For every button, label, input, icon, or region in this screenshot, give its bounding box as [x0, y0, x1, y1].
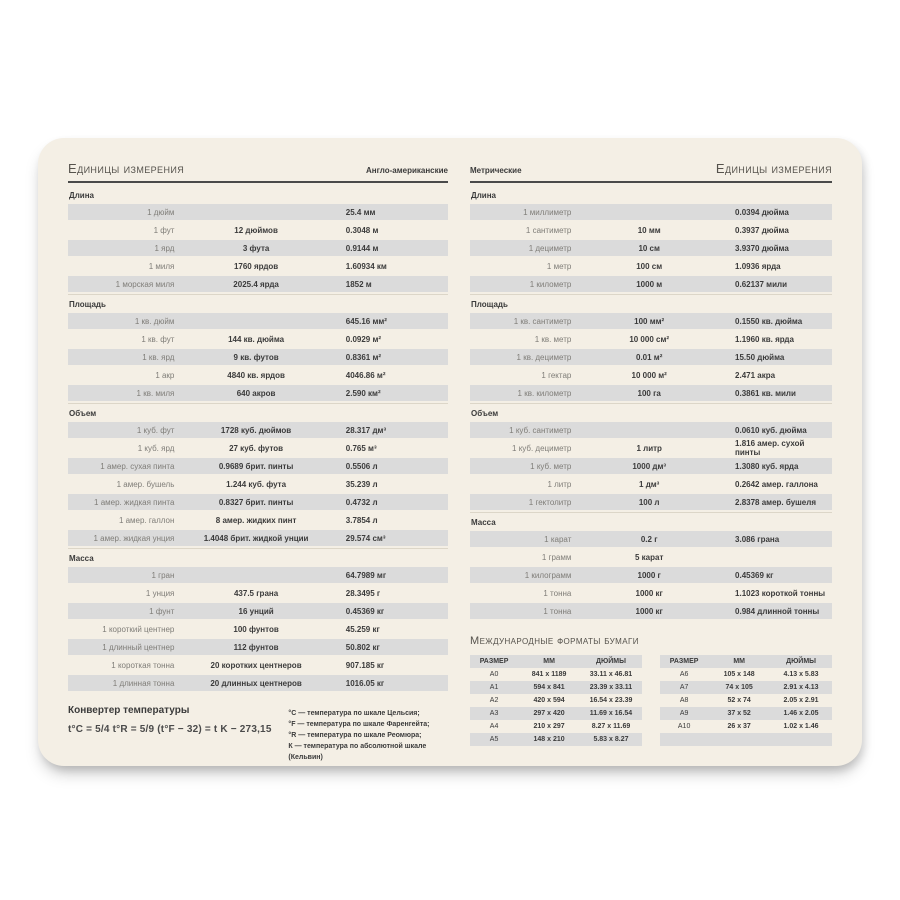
cell-equivalent: 100 мм² — [634, 316, 665, 326]
cell-unit: 1 дюйм — [147, 207, 175, 217]
left-unit-tables — [68, 186, 448, 691]
temperature-legend-line: К — температура по абсолютной шкале (Кельвин) — [288, 743, 427, 761]
table-row — [68, 240, 448, 256]
cell-unit: 1 куб. ярд — [137, 443, 175, 453]
paper-col-size: РАЗМЕР — [669, 658, 699, 665]
unit-section — [470, 512, 832, 619]
cell-equivalent: 8 амер. жидких пинт — [215, 515, 297, 525]
cell-equivalent: 10 000 см² — [629, 334, 670, 344]
table-row — [470, 422, 832, 438]
header-rule — [68, 181, 448, 183]
temperature-legend-line: °F — температура по шкале Фаренгейта; — [288, 721, 430, 728]
cell-equivalent: 1000 кг — [635, 588, 663, 598]
cell-value: 0.3937 дюйма — [735, 225, 789, 235]
cell-value: 0.9144 м — [345, 243, 379, 253]
cell-unit: 1 тонна — [543, 606, 572, 616]
cell-unit: 1 миля — [148, 261, 175, 271]
paper-size: A6 — [679, 671, 689, 678]
cell-value: 28.317 дм³ — [345, 425, 387, 435]
table-row — [68, 222, 448, 238]
cell-unit: 1 унция — [145, 588, 175, 598]
cell-value: 3.086 грана — [735, 534, 780, 544]
paper-row — [470, 668, 642, 681]
table-row — [470, 204, 832, 220]
paper-mm: 26 х 37 — [727, 723, 751, 730]
cell-equivalent: 100 л — [638, 497, 660, 507]
cell-unit: 1 куб. сантиметр — [509, 425, 572, 435]
cell-value: 907.185 кг — [345, 660, 385, 670]
table-row — [68, 657, 448, 673]
paper-mm: 148 х 210 — [533, 736, 565, 743]
section-title: Площадь — [471, 300, 508, 309]
temperature-legend — [288, 708, 448, 763]
paper-row — [660, 720, 832, 733]
cell-value: 0.1550 кв. дюйма — [735, 316, 803, 326]
table-row — [68, 675, 448, 691]
section-title: Масса — [471, 518, 496, 527]
paper-size: A10 — [677, 723, 691, 730]
cell-equivalent: 0.9689 брит. пинты — [218, 461, 294, 471]
cell-equivalent: 27 куб. футов — [229, 443, 284, 453]
cell-value: 0.0394 дюйма — [735, 207, 789, 217]
cell-value: 35.239 л — [345, 479, 378, 489]
cell-equivalent: 144 кв. дюйма — [228, 334, 285, 344]
cell-unit: 1 куб. дециметр — [512, 443, 572, 453]
cell-equivalent: 1000 м — [636, 279, 663, 289]
table-row — [470, 476, 832, 492]
paper-inches: 5.83 х 8.27 — [593, 736, 629, 743]
section-title: Длина — [471, 191, 496, 200]
cell-value: 1.816 амер. сухой пинты — [735, 439, 805, 457]
cell-unit: 1 амер. галлон — [118, 515, 175, 525]
cell-value: 0.3861 кв. мили — [735, 388, 796, 398]
cell-unit: 1 фунт — [149, 606, 175, 616]
cell-unit: 1 длинная тонна — [112, 678, 175, 688]
paper-inches: 16.54 х 23.39 — [589, 697, 633, 704]
paper-size: A7 — [679, 684, 689, 691]
paper-col-mm: ММ — [543, 658, 555, 665]
paper-formats-title: Международные форматы бумаги — [470, 635, 639, 647]
cell-value: 28.3495 г — [345, 588, 381, 598]
cell-equivalent: 100 см — [636, 261, 663, 271]
paper-row — [660, 668, 832, 681]
paper-row — [470, 707, 642, 720]
table-row — [68, 567, 448, 583]
cell-equivalent: 16 унций — [238, 606, 274, 616]
paper-inches: 11.69 х 16.54 — [589, 710, 633, 717]
table-row — [68, 603, 448, 619]
cell-value: 0.8361 м² — [345, 352, 382, 362]
temperature-legend-line: °R — температура по шкале Реомюра; — [288, 732, 422, 739]
cell-value: 0.62137 мили — [735, 279, 787, 289]
paper-row — [660, 681, 832, 694]
cell-unit: 1 гектар — [541, 370, 572, 380]
cell-value: 0.45369 кг — [345, 606, 385, 616]
cell-unit: 1 гран — [151, 570, 175, 580]
paper-inches: 2.05 х 2.91 — [783, 697, 819, 704]
table-row — [68, 422, 448, 438]
unit-section — [68, 186, 448, 292]
table-row — [470, 313, 832, 329]
table-row — [470, 440, 832, 456]
cell-unit: 1 длинный центнер — [102, 642, 175, 652]
cell-unit: 1 амер. сухая пинта — [100, 461, 175, 471]
temperature-legend-line: °C — температура по шкале Цельсия; — [288, 710, 420, 717]
cell-equivalent: 1.4048 брит. жидкой унции — [203, 533, 309, 543]
cell-unit: 1 метр — [546, 261, 572, 271]
cell-unit: 1 амер. бушель — [116, 479, 175, 489]
cell-unit: 1 амер. жидкая унция — [93, 533, 175, 543]
cell-equivalent: 5 карат — [634, 552, 664, 562]
cell-value: 2.471 акра — [735, 370, 776, 380]
table-row — [68, 385, 448, 401]
paper-mm: 841 х 1189 — [531, 671, 567, 678]
cell-equivalent: 10 см — [638, 243, 660, 253]
cell-unit: 1 акр — [155, 370, 175, 380]
paper-inches: 4.13 х 5.83 — [783, 671, 819, 678]
paper-mm: 594 х 841 — [533, 684, 565, 691]
table-row — [470, 385, 832, 401]
cell-unit: 1 дециметр — [528, 243, 572, 253]
cell-value: 1.60934 км — [345, 261, 387, 271]
cell-value: 4046.86 м² — [345, 370, 386, 380]
paper-mm: 210 х 297 — [533, 723, 565, 730]
unit-section — [470, 186, 832, 292]
table-row — [470, 331, 832, 347]
cell-equivalent: 1760 ярдов — [233, 261, 279, 271]
paper-size: A8 — [679, 697, 689, 704]
temperature-converter-main — [68, 705, 288, 763]
header-rule — [470, 181, 832, 183]
cell-unit: 1 кв. дюйм — [134, 316, 175, 326]
paper-row — [470, 733, 642, 746]
table-row — [68, 440, 448, 456]
cell-value: 1.3080 куб. ярда — [735, 461, 799, 471]
cell-equivalent: 1728 куб. дюймов — [220, 425, 292, 435]
table-row — [68, 349, 448, 365]
section-title: Масса — [69, 554, 94, 563]
section-title: Площадь — [69, 300, 106, 309]
paper-inches: 1.02 х 1.46 — [783, 723, 819, 730]
paper-col-size: РАЗМЕР — [479, 658, 509, 665]
table-row — [68, 639, 448, 655]
cell-unit: 1 кв. ярд — [142, 352, 175, 362]
paper-mm: 74 х 105 — [725, 684, 753, 691]
paper-mm: 420 х 594 — [533, 697, 565, 704]
paper-mm: 105 х 148 — [723, 671, 755, 678]
temperature-converter — [68, 705, 448, 763]
cell-value: 1.0936 ярда — [735, 261, 781, 271]
paper-size: A1 — [489, 684, 499, 691]
cell-unit: 1 гектолитр — [528, 497, 572, 507]
table-row — [68, 313, 448, 329]
cell-unit: 1 кв. сантиметр — [513, 316, 572, 326]
paper-inches: 23.39 х 33.11 — [589, 684, 633, 691]
table-row — [470, 367, 832, 383]
paper-size: A9 — [679, 710, 689, 717]
cell-equivalent: 20 коротких центнеров — [210, 660, 302, 670]
cell-unit: 1 короткая тонна — [111, 660, 175, 670]
table-row — [470, 549, 832, 565]
cell-equivalent: 1.244 куб. фута — [226, 479, 287, 489]
cell-equivalent: 1000 кг — [635, 606, 663, 616]
paper-header-row — [470, 655, 642, 668]
cell-value: 1016.05 кг — [345, 678, 385, 688]
cell-equivalent: 0.8327 брит. пинты — [218, 497, 294, 507]
paper-formats — [470, 635, 832, 746]
cell-equivalent: 1 литр — [636, 443, 662, 453]
cell-value: 0.0929 м² — [345, 334, 382, 344]
cell-equivalent: 3 фута — [242, 243, 270, 253]
unit-section — [68, 294, 448, 401]
paper-mm: 52 х 74 — [727, 697, 751, 704]
table-row — [68, 258, 448, 274]
cell-equivalent: 1 дм³ — [639, 479, 660, 489]
table-row — [68, 585, 448, 601]
paper-row — [660, 694, 832, 707]
cell-unit: 1 километр — [529, 279, 572, 289]
unit-section — [470, 403, 832, 510]
paper-inches: 8.27 х 11.69 — [591, 723, 631, 730]
cell-unit: 1 фут — [153, 225, 175, 235]
table-row — [470, 349, 832, 365]
cell-value: 25.4 мм — [345, 207, 376, 217]
cell-equivalent: 12 дюймов — [234, 225, 278, 235]
cell-unit: 1 миллиметр — [523, 207, 572, 217]
paper-size: A5 — [489, 736, 499, 743]
cell-value: 1.1960 кв. ярда — [735, 334, 794, 344]
cell-value: 0.45369 кг — [735, 570, 774, 580]
cell-equivalent: 100 фунтов — [233, 624, 279, 634]
cell-value: 45.259 кг — [345, 624, 380, 634]
paper-table-a6-a10 — [660, 655, 832, 746]
cell-unit: 1 тонна — [543, 588, 572, 598]
cell-value: 64.7989 мг — [345, 570, 387, 580]
cell-unit: 1 куб. метр — [530, 461, 572, 471]
table-row — [470, 585, 832, 601]
right-unit-tables — [470, 186, 832, 619]
paper-col-inches: ДЮЙМЫ — [786, 658, 816, 665]
cell-equivalent: 10 000 м² — [631, 370, 667, 380]
cell-unit: 1 амер. жидкая пинта — [94, 497, 175, 507]
cell-equivalent: 437.5 грана — [233, 588, 279, 598]
cell-unit: 1 кв. дециметр — [516, 352, 572, 362]
paper-size: A3 — [489, 710, 499, 717]
paper-col-inches: ДЮЙМЫ — [596, 658, 626, 665]
paper-mm: 37 х 52 — [727, 710, 751, 717]
page-subtitle: Англо-американские — [366, 166, 448, 175]
section-title: Объем — [69, 409, 97, 418]
cell-unit: 1 грамм — [541, 552, 572, 562]
cell-equivalent: 640 акров — [236, 388, 276, 398]
cell-value: 0.984 длинной тонны — [735, 606, 820, 616]
table-row — [470, 494, 832, 510]
paper-size: A2 — [489, 697, 499, 704]
table-row — [470, 222, 832, 238]
table-row — [470, 603, 832, 619]
table-row — [470, 531, 832, 547]
cell-equivalent: 2025.4 ярда — [233, 279, 279, 289]
cell-value: 2.8378 амер. бушеля — [735, 497, 817, 507]
paper-row — [660, 707, 832, 720]
table-row — [470, 240, 832, 256]
page-subtitle: Метрические — [470, 166, 522, 175]
cell-equivalent: 112 фунтов — [233, 642, 279, 652]
notebook-page — [38, 138, 862, 766]
left-page-header — [68, 158, 448, 176]
table-row — [68, 621, 448, 637]
table-row — [68, 476, 448, 492]
cell-equivalent: 9 кв. футов — [233, 352, 279, 362]
cell-value: 3.7854 л — [345, 515, 378, 525]
cell-equivalent: 0.2 г — [640, 534, 658, 544]
table-row — [68, 530, 448, 546]
unit-section — [68, 403, 448, 546]
paper-inches: 33.11 х 46.81 — [589, 671, 633, 678]
table-row — [68, 512, 448, 528]
paper-inches: 2.91 х 4.13 — [783, 684, 819, 691]
cell-unit: 1 куб. фут — [136, 425, 175, 435]
cell-unit: 1 короткий центнер — [102, 624, 175, 634]
section-title: Длина — [69, 191, 94, 200]
cell-value: 0.0610 куб. дюйма — [735, 425, 807, 435]
cell-value: 645.16 мм² — [345, 316, 387, 326]
paper-header-row — [660, 655, 832, 668]
section-title: Объем — [471, 409, 499, 418]
table-row — [470, 276, 832, 292]
left-page-column — [68, 158, 448, 763]
cell-value: 0.5506 л — [345, 461, 378, 471]
table-row — [68, 331, 448, 347]
paper-size: A4 — [489, 723, 499, 730]
paper-inches: 1.46 х 2.05 — [783, 710, 819, 717]
paper-row-empty — [660, 733, 832, 746]
paper-table-a0-a5 — [470, 655, 642, 746]
cell-value: 0.2642 амер. галлона — [735, 479, 818, 489]
page-title: Единицы измерения — [715, 161, 832, 176]
temperature-formula: t°C = 5/4 t°R = 5/9 (t°F − 32) = t K − 273,15 — [68, 724, 272, 735]
cell-value: 0.3048 м — [345, 225, 379, 235]
cell-unit: 1 кв. метр — [534, 334, 572, 344]
cell-unit: 1 сантиметр — [525, 225, 572, 235]
table-row — [470, 458, 832, 474]
cell-unit: 1 кв. фут — [141, 334, 175, 344]
cell-equivalent: 0.01 м² — [636, 352, 663, 362]
table-row — [68, 204, 448, 220]
paper-mm: 297 х 420 — [533, 710, 565, 717]
cell-unit: 1 карат — [544, 534, 572, 544]
cell-equivalent: 1000 г — [637, 570, 661, 580]
paper-col-mm: ММ — [733, 658, 745, 665]
table-row — [68, 367, 448, 383]
cell-unit: 1 ярд — [154, 243, 175, 253]
cell-unit: 1 килограмм — [524, 570, 572, 580]
cell-value: 2.590 км² — [345, 388, 381, 398]
cell-unit: 1 морская миля — [115, 279, 175, 289]
cell-value: 50.802 кг — [345, 642, 380, 652]
paper-row — [470, 720, 642, 733]
paper-row — [470, 694, 642, 707]
table-row — [470, 567, 832, 583]
cell-equivalent: 20 длинных центнеров — [210, 678, 302, 688]
cell-value: 15.50 дюйма — [735, 352, 785, 362]
cell-unit: 1 литр — [547, 479, 572, 489]
unit-section — [470, 294, 832, 401]
cell-unit: 1 кв. миля — [136, 388, 175, 398]
paper-row — [470, 681, 642, 694]
cell-equivalent: 10 мм — [637, 225, 661, 235]
cell-value: 0.4732 л — [345, 497, 378, 507]
cell-equivalent: 100 га — [637, 388, 661, 398]
table-row — [68, 494, 448, 510]
table-row — [68, 458, 448, 474]
paper-format-tables — [470, 655, 832, 746]
cell-value: 1852 м — [345, 279, 372, 289]
table-row — [68, 276, 448, 292]
cell-value: 29.574 см³ — [345, 533, 386, 543]
temperature-converter-title: Конвертер температуры — [68, 705, 190, 716]
cell-unit: 1 кв. километр — [517, 388, 572, 398]
right-page-column — [470, 158, 832, 746]
cell-equivalent: 4840 кв. ярдов — [227, 370, 285, 380]
paper-size: A0 — [489, 671, 499, 678]
cell-value: 0.765 м³ — [345, 443, 377, 453]
cell-value: 3.9370 дюйма — [735, 243, 789, 253]
table-row — [470, 258, 832, 274]
cell-equivalent: 1000 дм³ — [632, 461, 667, 471]
right-page-header — [470, 158, 832, 176]
page-title: Единицы измерения — [68, 161, 185, 176]
unit-section — [68, 548, 448, 691]
cell-value: 1.1023 короткой тонны — [735, 588, 826, 598]
